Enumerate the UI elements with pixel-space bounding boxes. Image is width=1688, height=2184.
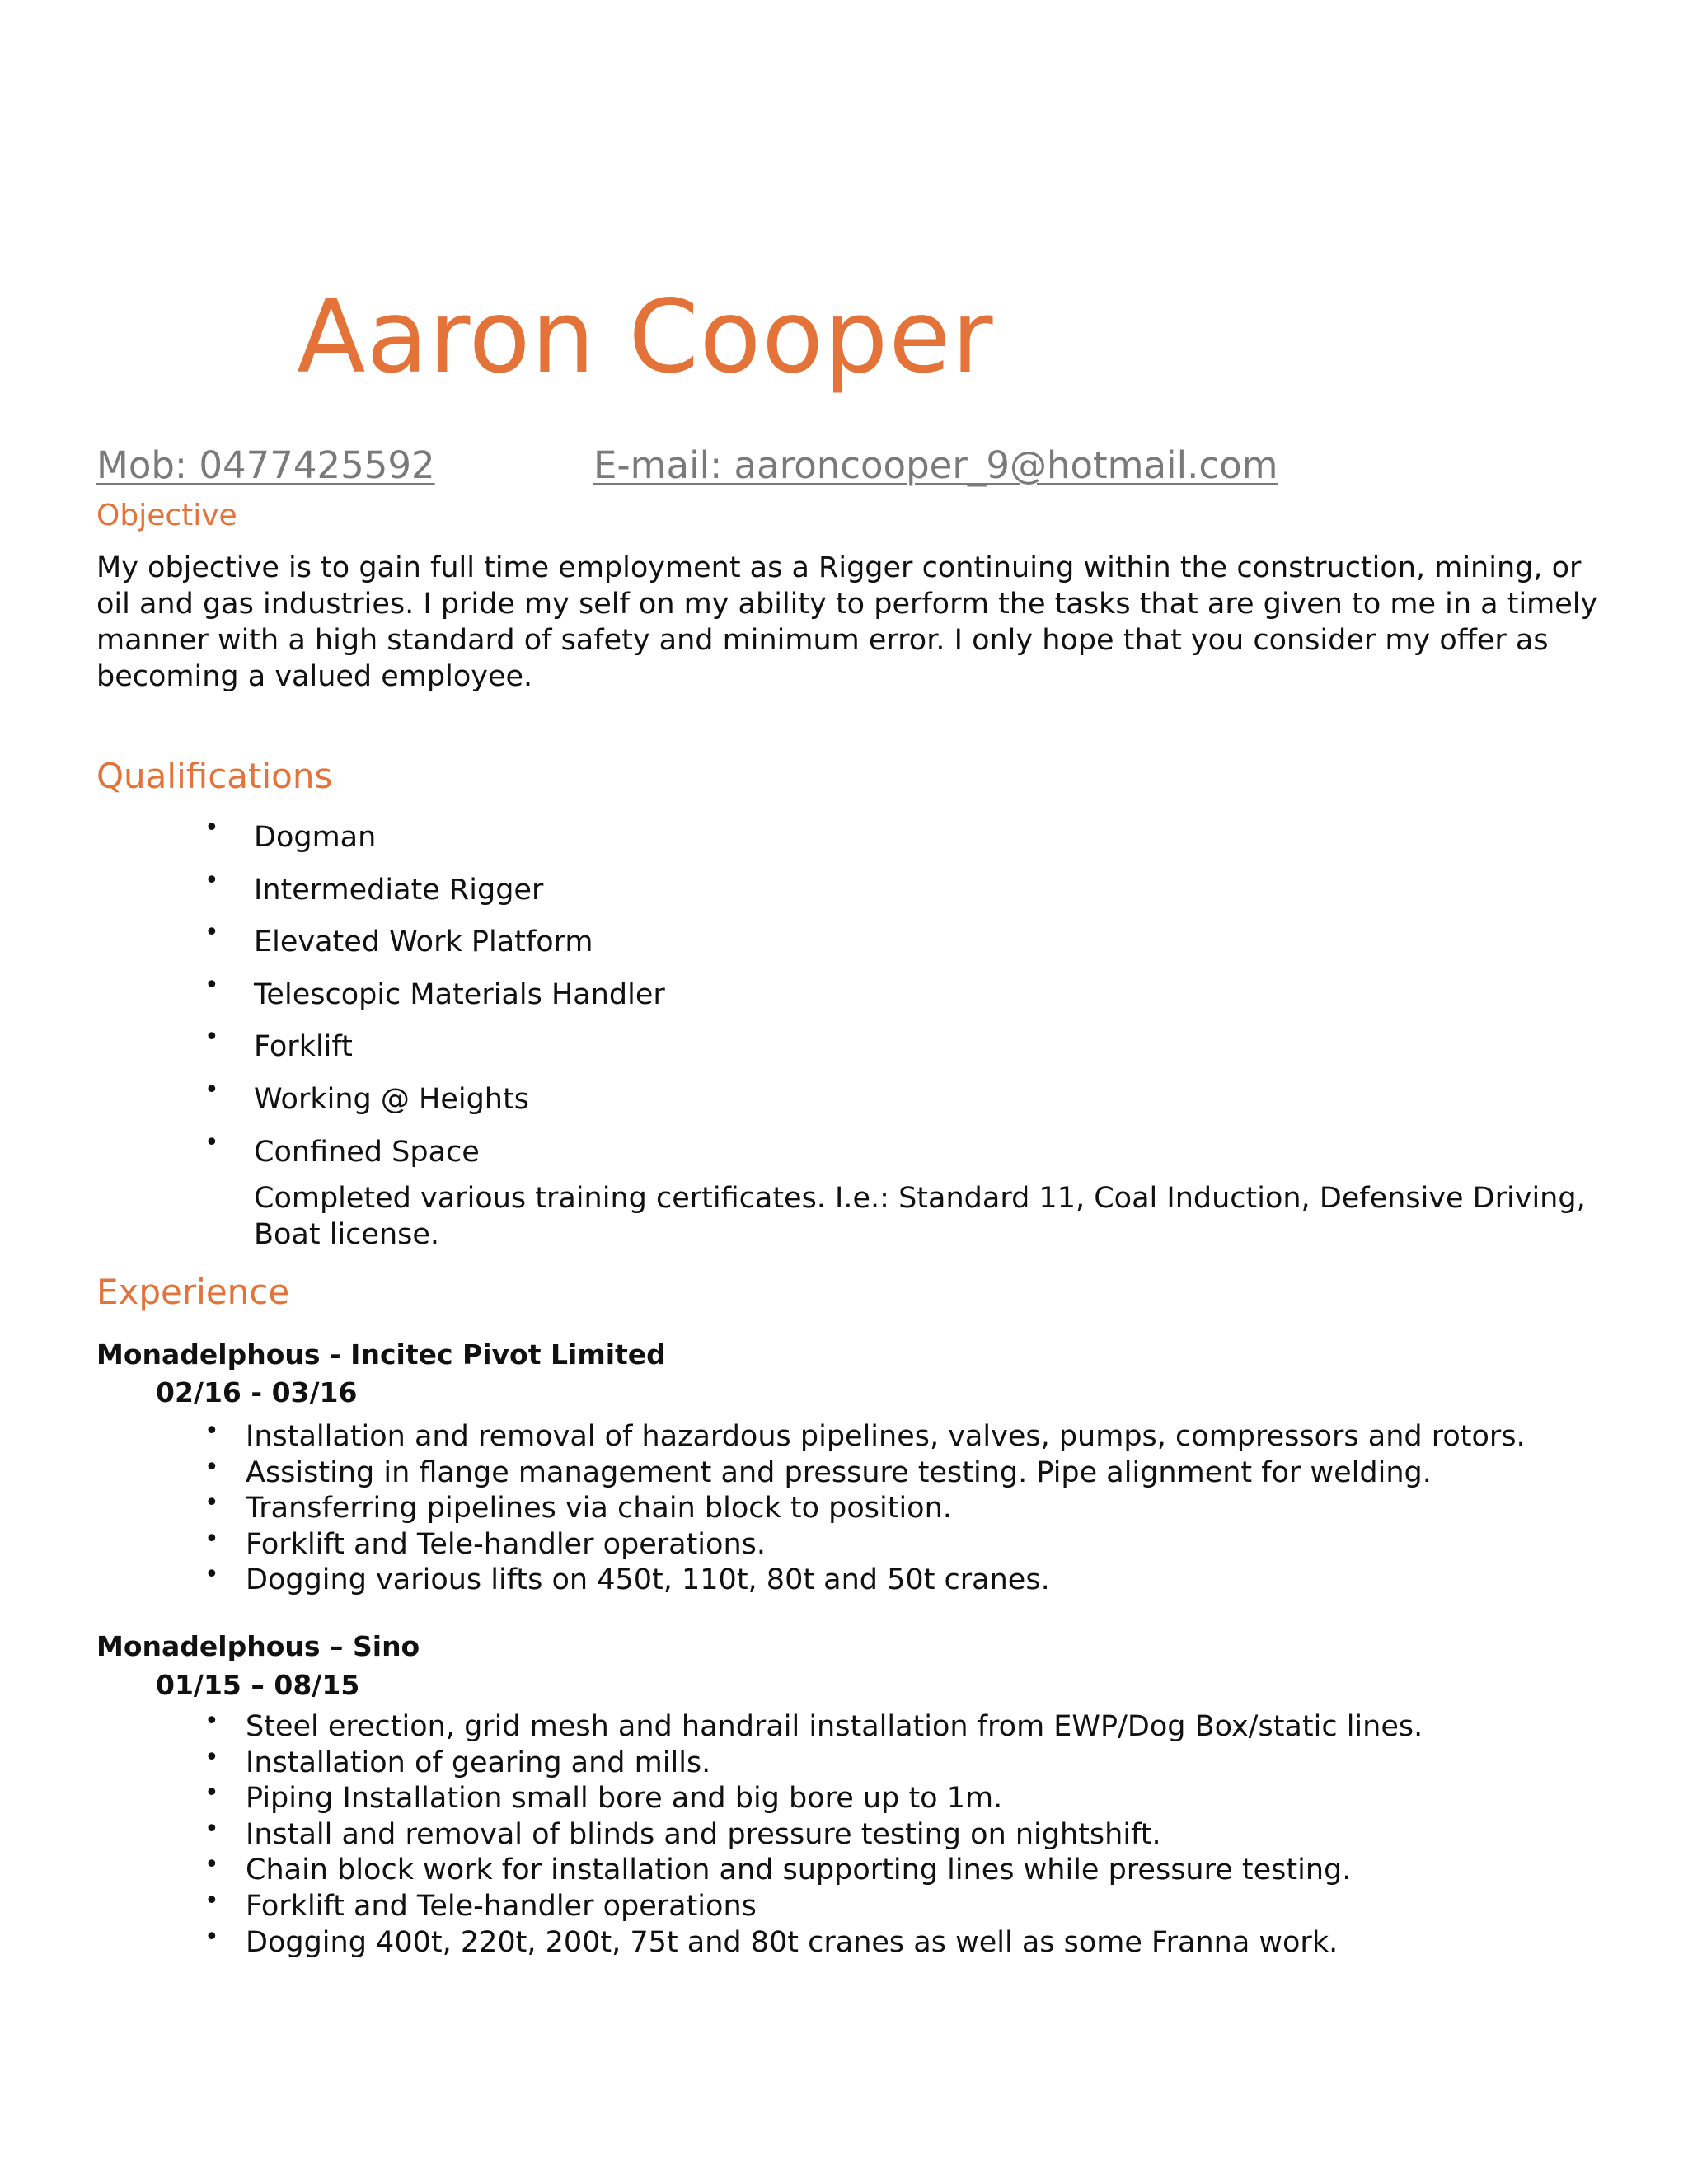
qualification-label: Working @ Heights <box>254 1082 529 1116</box>
bullet-icon: • <box>204 1417 219 1446</box>
bullet-icon: • <box>204 1127 219 1157</box>
bullet-icon: • <box>204 1488 219 1518</box>
certificates-note: Completed various training certificates. I.e.: Standard 11, Coal Induction, Defensive Driving, Boat license. <box>254 1182 1586 1251</box>
bullet-icon: • <box>204 918 219 948</box>
list-item <box>204 1742 1423 1782</box>
bullet-icon: • <box>204 1452 219 1482</box>
list-item <box>204 1075 665 1131</box>
list-item <box>204 1560 1526 1599</box>
job-employer: Monadelphous - Incitec Pivot Limited <box>96 1338 666 1371</box>
duty-text: Installation and removal of hazardous pipelines, valves, pumps, compressors and rotors. <box>246 1420 1526 1453</box>
bullet-icon: • <box>204 1023 219 1052</box>
mobile-number: Mob: 0477425592 <box>96 443 435 487</box>
duty-text: Piping Installation small bore and big bore up to 1m. <box>246 1782 1003 1816</box>
bullet-icon: • <box>204 813 219 842</box>
list-item <box>204 1127 665 1183</box>
duty-text: Installation of gearing and mills. <box>246 1746 711 1779</box>
list-item <box>204 1850 1423 1889</box>
qualifications-list <box>204 813 665 1183</box>
bullet-icon: • <box>204 1779 219 1808</box>
list-item <box>204 1488 1526 1527</box>
duty-text: Dogging various lifts on 450t, 110t, 80t and 50t cranes. <box>246 1563 1050 1597</box>
list-item <box>204 1452 1526 1492</box>
list-item <box>204 970 665 1026</box>
duty-text: Steel erection, grid mesh and handrail installation from EWP/Dog Box/static lines. <box>246 1710 1423 1743</box>
list-item <box>204 1417 1526 1455</box>
job-dates: 02/16 - 03/16 <box>156 1376 358 1408</box>
qualification-label: Dogman <box>254 821 377 854</box>
qualification-label: Forklift <box>254 1030 353 1064</box>
job-employer: Monadelphous – Sino <box>96 1630 420 1662</box>
qualification-label: Elevated Work Platform <box>254 926 593 959</box>
list-item <box>204 1922 1423 1961</box>
duty-text: Dogging 400t, 220t, 200t, 75t and 80t cranes as well as some Franna work. <box>246 1925 1339 1959</box>
job-duties-list <box>204 1417 1526 1599</box>
qualification-label: Telescopic Materials Handler <box>254 977 665 1011</box>
qualifications-heading: Qualifications <box>96 756 333 796</box>
list-item <box>204 813 665 869</box>
bullet-icon: • <box>204 1922 219 1952</box>
list-item <box>204 1814 1423 1854</box>
email-address: E-mail: aaroncooper_9@hotmail.com <box>593 443 1278 487</box>
list-item <box>204 1707 1423 1746</box>
applicant-name: Aaron Cooper <box>297 279 994 396</box>
bullet-icon: • <box>204 1886 219 1915</box>
bullet-icon: • <box>204 1075 219 1104</box>
duty-text: Forklift and Tele-handler operations. <box>246 1527 766 1561</box>
bullet-icon: • <box>204 865 219 895</box>
objective-text: My objective is to gain full time employment as a Rigger continuing within the construction, mining, or oil and gas industries. I pride my self on my ability to perform the tasks that are given to me in a timely manner with a high standard of safety and minimum error. I only hope that you consider my offer as becoming a valued employee. <box>96 551 1598 693</box>
duty-text: Transferring pipelines via chain block to position. <box>246 1492 952 1526</box>
list-item <box>204 918 665 973</box>
list-item <box>204 1779 1423 1817</box>
bullet-icon: • <box>204 1707 219 1736</box>
bullet-icon: • <box>204 1524 219 1554</box>
qualification-label: Intermediate Rigger <box>254 873 544 907</box>
list-item <box>204 865 665 921</box>
bullet-icon: • <box>204 1742 219 1772</box>
job-dates: 01/15 – 08/15 <box>156 1669 360 1701</box>
bullet-icon: • <box>204 1814 219 1844</box>
list-item <box>204 1023 665 1078</box>
duty-text: Install and removal of blinds and pressure testing on nightshift. <box>246 1817 1161 1851</box>
duty-text: Chain block work for installation and supporting lines while pressure testing. <box>246 1854 1352 1887</box>
list-item <box>204 1524 1526 1563</box>
bullet-icon: • <box>204 1850 219 1880</box>
list-item <box>204 1886 1423 1925</box>
qualification-label: Confined Space <box>254 1135 480 1169</box>
duty-text: Forklift and Tele-handler operations <box>246 1889 757 1923</box>
job-duties-list <box>204 1707 1423 1961</box>
experience-heading: Experience <box>96 1272 290 1312</box>
bullet-icon: • <box>204 1560 219 1590</box>
bullet-icon: • <box>204 970 219 1000</box>
objective-heading: Objective <box>96 499 237 532</box>
duty-text: Assisting in flange management and pressure testing. Pipe alignment for welding. <box>246 1455 1432 1489</box>
